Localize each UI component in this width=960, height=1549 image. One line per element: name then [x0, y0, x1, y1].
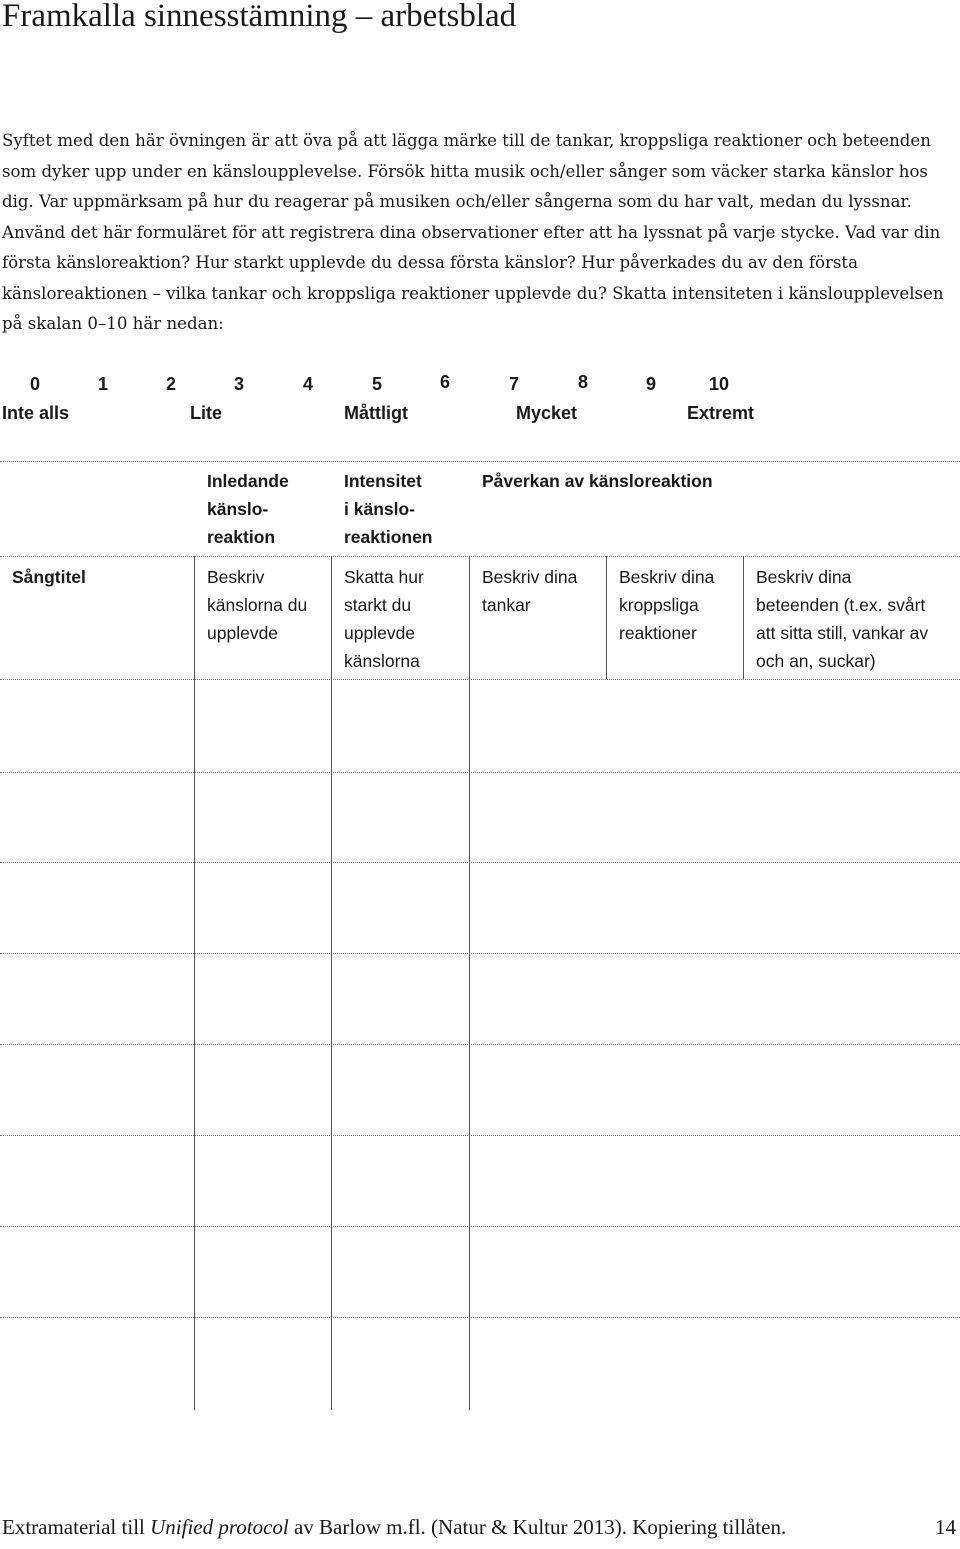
scale-label: Lite: [190, 403, 223, 423]
header-body-reactions: Beskriv dina kroppsliga reaktioner: [619, 567, 715, 643]
scale-label: Måttligt: [344, 403, 408, 423]
page-number: 14: [935, 1515, 956, 1539]
scale-number: 5: [372, 374, 383, 394]
scale-label: Mycket: [516, 403, 578, 423]
column-divider: [331, 556, 332, 1410]
header-song-title: Sångtitel: [12, 567, 86, 587]
header-behaviours: Beskriv dina beteenden (t.ex. svårt att sitta still, vankar av och an, suckar): [756, 567, 929, 671]
header-initial-reaction: Inledande känslo- reaktion: [207, 471, 289, 547]
scale-number: 10: [709, 374, 730, 394]
header-thoughts: Beskriv dina tankar: [482, 567, 578, 615]
scale-label: Extremt: [687, 403, 755, 423]
footer-prefix: Extramaterial till: [2, 1515, 151, 1539]
column-divider: [743, 556, 744, 679]
table-rule: [0, 1317, 960, 1318]
footer-credit: [2, 1515, 786, 1540]
scale-number: 3: [234, 374, 245, 394]
scale-number: 6: [440, 372, 451, 392]
scale-number: 7: [509, 374, 520, 394]
header-describe-feelings: Beskriv känslorna du upplevde: [207, 567, 308, 643]
scale-number: 8: [578, 372, 589, 392]
table-rule: [0, 556, 960, 557]
header-impact: Påverkan av känsloreaktion: [482, 471, 713, 491]
header-rate-feelings: Skatta hur starkt du upplevde känslorna: [344, 567, 424, 671]
table-rule: [0, 1226, 960, 1227]
table-rule: [0, 461, 960, 462]
scale-label: Inte alls: [2, 403, 70, 423]
header-intensity: Intensitet i känslo- reaktionen: [344, 471, 433, 547]
column-divider: [469, 556, 470, 1410]
scale-number: 4: [303, 374, 314, 394]
scale-number: 9: [646, 374, 657, 394]
page-title: Framkalla sinnesstämning – arbetsblad: [2, 0, 517, 34]
column-divider: [606, 556, 607, 679]
table-rule: [0, 679, 960, 680]
scale-number: 1: [98, 374, 109, 394]
scale-number: 0: [30, 374, 41, 394]
table-rule: [0, 1135, 960, 1136]
table-rule: [0, 862, 960, 863]
intro-text: Syftet med den här övningen är att öva på att lägga märke till de tankar, kroppsliga reaktioner och beteenden som dyker upp under en känsloupplevelse. Försök hitta musik och/eller sånger som väcker starka känslor hos dig. Var uppmärksam på hur du reagerar på musiken och/eller sångerna som du har valt, medan du lyssnar. Använd det här formuläret för att registrera dina observationer efter att ha lyssnat på varje stycke. Vad var din första känsloreaktion? Hur starkt upplevde du dessa första känslor? Hur påverkades du av den första känsloreaktionen – vilka tankar och kroppsliga reaktioner upplevde du? Skatta intensiteten i känsloupplevelsen på skalan 0–10 här nedan:: [2, 131, 944, 333]
footer-book-title: Unified protocol: [150, 1515, 289, 1539]
footer-suffix: av Barlow m.fl. (Natur & Kultur 2013). Kopiering tillåten.: [288, 1515, 787, 1539]
table-rule: [0, 953, 960, 954]
table-rule: [0, 772, 960, 773]
column-divider: [194, 556, 195, 1410]
scale-number: 2: [166, 374, 177, 394]
table-rule: [0, 1044, 960, 1045]
